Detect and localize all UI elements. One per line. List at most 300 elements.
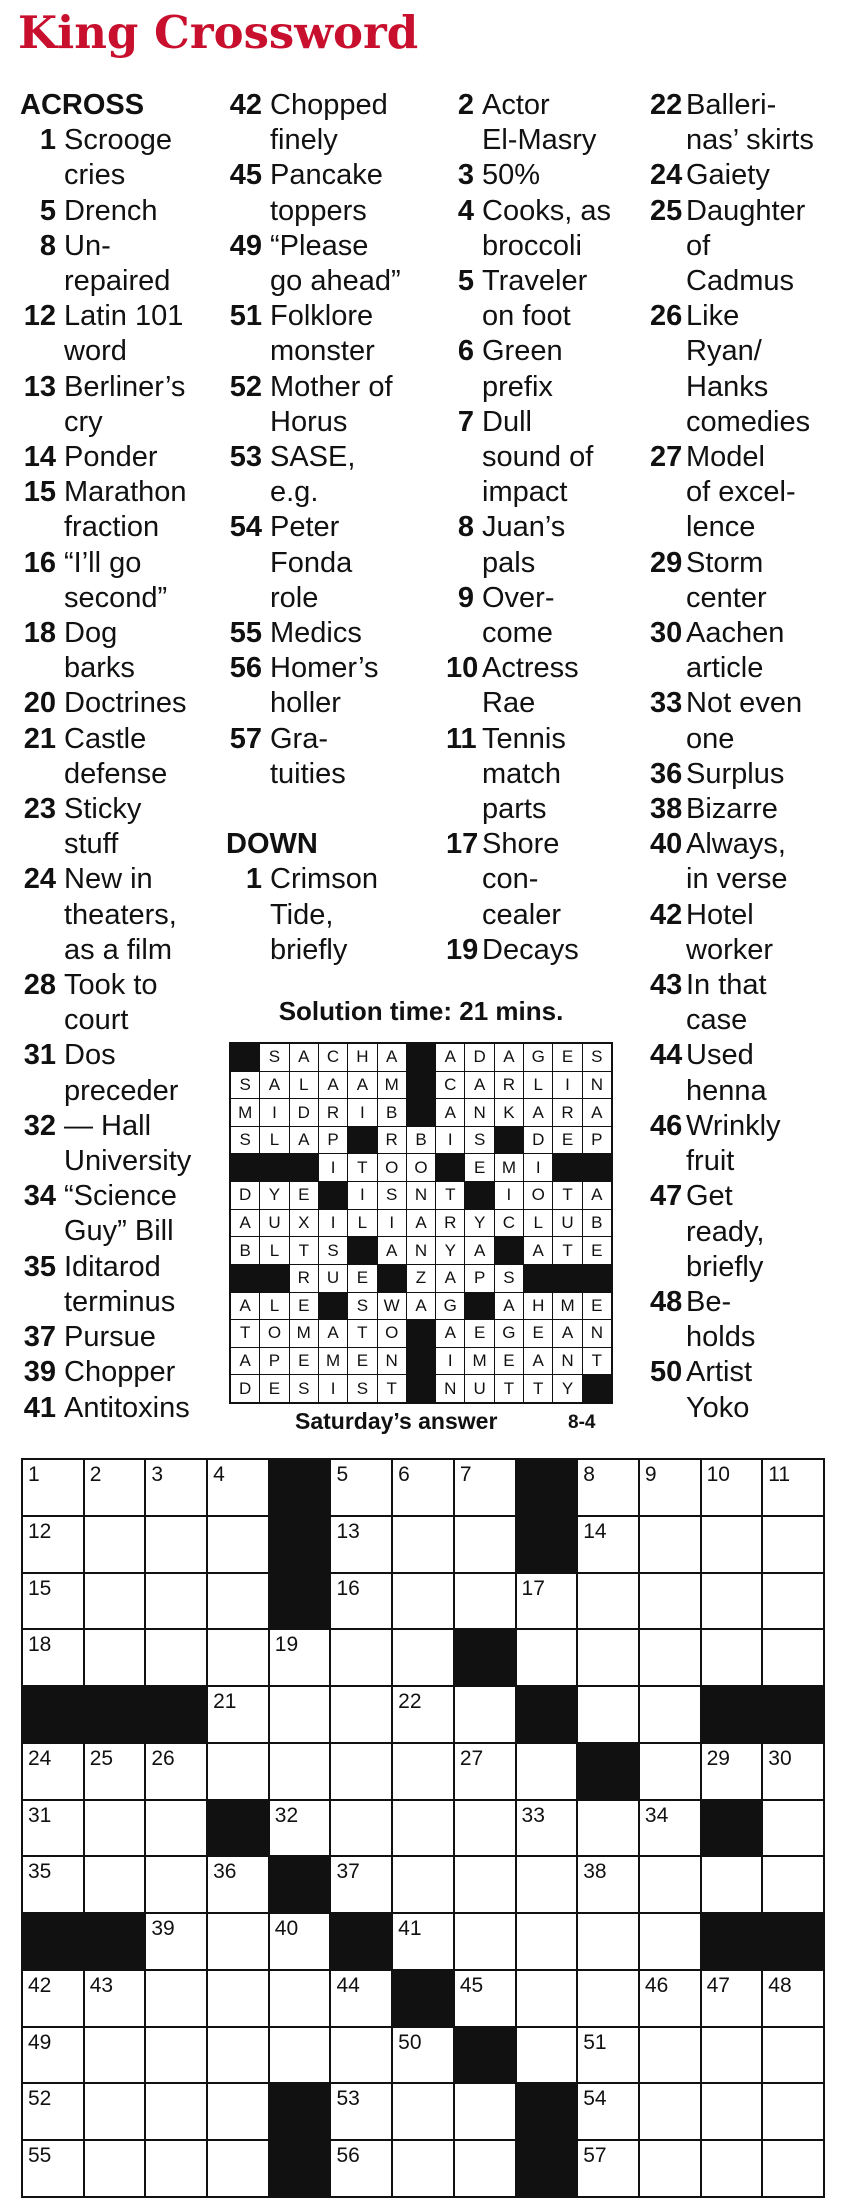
cell-number: 34 (644, 1803, 669, 1827)
grid-cell[interactable] (208, 1971, 268, 2026)
clue-text (270, 862, 446, 968)
grid-cell[interactable] (23, 1517, 83, 1572)
grid-cell[interactable] (640, 2028, 700, 2083)
grid-cell[interactable] (85, 1801, 145, 1856)
clue-line: Artist (686, 1356, 753, 1389)
grid-cell[interactable] (455, 1574, 515, 1629)
grid-cell[interactable] (702, 1460, 762, 1515)
grid-cell[interactable] (23, 1744, 83, 1799)
clue-line: Mother of (270, 370, 393, 403)
black-square (23, 1687, 83, 1742)
grid-cell[interactable] (146, 2028, 206, 2083)
grid-cell[interactable] (702, 2084, 762, 2139)
clue-line: Sticky (64, 793, 142, 826)
answer-letter: P (260, 1348, 288, 1375)
grid-cell[interactable] (85, 1744, 145, 1799)
clue-number: 8 (39, 229, 56, 262)
grid-cell[interactable] (702, 1517, 762, 1572)
answer-black-square (348, 1127, 376, 1154)
answer-letter: A (465, 1237, 493, 1264)
grid-cell[interactable] (517, 1801, 577, 1856)
clue-item (226, 616, 446, 651)
clue-number: 57 (229, 722, 262, 755)
grid-cell[interactable] (702, 1630, 762, 1685)
clue-item (446, 194, 646, 264)
grid-cell[interactable] (146, 1971, 206, 2026)
clue-line: parts (482, 793, 547, 826)
grid-cell[interactable] (578, 1630, 638, 1685)
grid-cell[interactable] (455, 2141, 515, 2196)
answer-letter: R (436, 1210, 464, 1237)
clue-text (64, 1391, 225, 1426)
grid-cell[interactable] (455, 2084, 515, 2139)
clue-line: Actor (482, 89, 550, 121)
grid-cell[interactable] (331, 1857, 391, 1912)
answer-letter: R (378, 1127, 406, 1154)
answer-letter: E (290, 1182, 318, 1209)
grid-cell[interactable] (578, 1460, 638, 1515)
clue-line: case (686, 1004, 748, 1037)
grid-cell[interactable] (331, 2141, 391, 2196)
cell-number: 36 (213, 1860, 237, 1884)
grid-cell[interactable] (270, 2028, 330, 2083)
clue-item (20, 722, 225, 792)
grid-cell[interactable] (517, 2028, 577, 2083)
answer-letter: A (553, 1320, 581, 1347)
answer-letter: A (495, 1044, 523, 1071)
clue-line: Decays (482, 933, 579, 966)
clue-number: 30 (650, 617, 683, 650)
clue-text (64, 546, 225, 616)
grid-cell[interactable] (517, 1971, 577, 2026)
grid-cell[interactable] (146, 1914, 206, 1969)
clue-item (20, 123, 225, 193)
cell-number: 27 (459, 1746, 484, 1770)
grid-cell[interactable] (23, 2141, 83, 2196)
clue-number: 17 (446, 828, 479, 861)
clue-line: holds (686, 1321, 756, 1354)
grid-cell[interactable] (270, 1971, 330, 2026)
grid-cell[interactable] (702, 2028, 762, 2083)
answer-letter: P (319, 1127, 347, 1154)
answer-letter: N (553, 1348, 581, 1375)
cell-number: 4 (213, 1463, 225, 1486)
grid-cell[interactable] (85, 2028, 145, 2083)
clue-item (20, 862, 225, 968)
grid-cell[interactable] (23, 1857, 83, 1912)
grid-cell[interactable] (517, 1914, 577, 1969)
clue-item (20, 1320, 225, 1355)
grid-cell[interactable] (517, 1857, 577, 1912)
grid-cell[interactable] (146, 1460, 206, 1515)
clue-text (686, 194, 845, 300)
grid-cell[interactable] (331, 1744, 391, 1799)
grid-cell[interactable] (146, 1801, 206, 1856)
answer-letter: O (378, 1320, 406, 1347)
answer-letter: M (231, 1099, 259, 1126)
grid-cell[interactable] (393, 2141, 453, 2196)
clue-text (270, 158, 446, 228)
answer-letter: C (495, 1210, 523, 1237)
grid-cell[interactable] (146, 2141, 206, 2196)
clue-line: cealer (482, 898, 561, 931)
grid-cell[interactable] (455, 1971, 515, 2026)
grid-cell[interactable] (702, 1971, 762, 2026)
grid-cell[interactable] (763, 1630, 823, 1685)
clue-item (226, 229, 446, 299)
grid-cell[interactable] (331, 1460, 391, 1515)
grid-cell[interactable] (578, 1914, 638, 1969)
grid-cell[interactable] (331, 1630, 391, 1685)
clue-number: 54 (229, 511, 262, 544)
grid-cell[interactable] (85, 1971, 145, 2026)
cell-number: 49 (28, 2030, 52, 2054)
answer-letter: I (436, 1348, 464, 1375)
grid-cell[interactable] (85, 1630, 145, 1685)
clue-number: 6 (457, 335, 474, 368)
clue-number: 21 (23, 722, 56, 755)
clue-number: 29 (650, 546, 683, 579)
grid-cell[interactable] (393, 2028, 453, 2083)
grid-cell[interactable] (578, 1971, 638, 2026)
grid-cell[interactable] (85, 1857, 145, 1912)
clue-line: impact (482, 476, 568, 509)
answer-letter: B (231, 1237, 259, 1264)
grid-cell[interactable] (331, 1801, 391, 1856)
grid-cell[interactable] (208, 2141, 268, 2196)
grid-cell[interactable] (393, 1857, 453, 1912)
clue-item (20, 546, 225, 616)
grid-cell[interactable] (208, 1517, 268, 1572)
answer-black-square (553, 1265, 581, 1292)
grid-cell[interactable] (578, 1857, 638, 1912)
clue-line: “Science (64, 1180, 177, 1213)
grid-cell[interactable] (578, 1801, 638, 1856)
clue-line: Crimson (270, 863, 378, 896)
clue-item (650, 968, 845, 1038)
clue-text (482, 158, 646, 193)
clue-column-3 (446, 88, 646, 968)
answer-letter: B (583, 1210, 611, 1237)
grid-cell[interactable] (455, 1744, 515, 1799)
grid-cell[interactable] (146, 1574, 206, 1629)
clue-item (650, 827, 845, 897)
grid-cell[interactable] (208, 1857, 268, 1912)
grid-cell[interactable] (455, 1517, 515, 1572)
grid-cell[interactable] (270, 1630, 330, 1685)
clue-line: Tennis (482, 722, 566, 755)
grid-cell[interactable] (393, 1460, 453, 1515)
answer-letter: Y (553, 1375, 581, 1402)
grid-cell[interactable] (640, 1801, 700, 1856)
clue-text (64, 1038, 225, 1108)
answer-letter: I (378, 1210, 406, 1237)
clue-line: in verse (686, 863, 788, 896)
grid-cell[interactable] (331, 2084, 391, 2139)
grid-cell[interactable] (763, 2141, 823, 2196)
grid-cell[interactable] (270, 1687, 330, 1742)
grid-cell[interactable] (393, 1687, 453, 1742)
clue-item (446, 827, 646, 933)
answer-letter: A (260, 1072, 288, 1099)
clue-text (686, 1038, 845, 1108)
black-square (455, 2028, 515, 2083)
grid-cell[interactable] (702, 2141, 762, 2196)
answer-letter: A (407, 1210, 435, 1237)
grid-cell[interactable] (208, 2084, 268, 2139)
clue-line: — Hall (64, 1109, 152, 1142)
grid-cell[interactable] (640, 2084, 700, 2139)
grid-cell[interactable] (702, 1744, 762, 1799)
clue-item (226, 88, 446, 158)
answer-letter: C (436, 1072, 464, 1099)
clue-item (446, 405, 646, 511)
grid-cell[interactable] (331, 1687, 391, 1742)
grid-cell[interactable] (23, 1574, 83, 1629)
grid-cell[interactable] (640, 1914, 700, 1969)
grid-cell[interactable] (331, 1971, 391, 2026)
grid-cell[interactable] (208, 1914, 268, 1969)
answer-letter: T (348, 1154, 376, 1181)
clue-line: Over- (482, 581, 555, 614)
answer-letter: A (319, 1072, 347, 1099)
grid-cell[interactable] (640, 2141, 700, 2196)
grid-cell[interactable] (85, 1574, 145, 1629)
clue-line: Cooks, as (482, 194, 611, 227)
black-square (517, 1517, 577, 1572)
grid-cell[interactable] (640, 1971, 700, 2026)
cell-number: 12 (28, 1519, 52, 1543)
grid-cell[interactable] (763, 1460, 823, 1515)
answer-letter: L (260, 1237, 288, 1264)
clue-line: word (64, 335, 127, 368)
clue-item (650, 158, 845, 193)
answer-black-square (260, 1154, 288, 1181)
grid-cell[interactable] (578, 1517, 638, 1572)
clue-number: 36 (650, 757, 683, 790)
clue-item (20, 1109, 225, 1179)
clue-text (482, 933, 646, 968)
clue-line: Cadmus (686, 265, 794, 298)
answer-letter: E (495, 1348, 523, 1375)
grid-cell[interactable] (331, 2028, 391, 2083)
clue-line: “Please (270, 229, 369, 262)
grid-cell[interactable] (578, 1574, 638, 1629)
grid-cell[interactable] (455, 1687, 515, 1742)
grid-cell[interactable] (208, 2028, 268, 2083)
grid-cell[interactable] (393, 1630, 453, 1685)
clue-item (650, 792, 845, 827)
clue-number: 28 (23, 969, 56, 1002)
clue-item (20, 440, 225, 475)
grid-cell[interactable] (455, 1460, 515, 1515)
answer-letter: L (260, 1293, 288, 1320)
clue-text (270, 722, 446, 792)
grid-cell[interactable] (640, 1630, 700, 1685)
grid-cell[interactable] (517, 1630, 577, 1685)
grid-cell[interactable] (23, 2028, 83, 2083)
clue-text (686, 827, 845, 897)
grid-cell[interactable] (763, 1801, 823, 1856)
grid-cell[interactable] (455, 1914, 515, 1969)
grid-cell[interactable] (517, 1744, 577, 1799)
grid-cell[interactable] (23, 1460, 83, 1515)
answer-letter: E (583, 1237, 611, 1264)
clue-number: 27 (650, 441, 683, 474)
grid-cell[interactable] (763, 1857, 823, 1912)
clue-text (270, 88, 446, 158)
grid-cell[interactable] (23, 1801, 83, 1856)
grid-cell[interactable] (640, 1574, 700, 1629)
black-square (517, 2084, 577, 2139)
clue-item (446, 88, 646, 158)
clue-item (20, 229, 225, 299)
grid-cell[interactable] (208, 1460, 268, 1515)
clue-line: article (686, 652, 764, 685)
cell-number: 1 (28, 1463, 40, 1486)
grid-cell[interactable] (146, 1857, 206, 1912)
clue-item (650, 757, 845, 792)
grid-cell[interactable] (640, 1744, 700, 1799)
grid-cell[interactable] (640, 1687, 700, 1742)
clue-line: Horus (270, 405, 348, 438)
grid-cell[interactable] (640, 1460, 700, 1515)
clue-text (64, 229, 225, 299)
black-square (393, 1971, 453, 2026)
black-square (146, 1687, 206, 1742)
grid-cell[interactable] (208, 1744, 268, 1799)
grid-cell[interactable] (208, 1630, 268, 1685)
clue-text (482, 581, 646, 651)
clue-line: Latin 101 (64, 300, 184, 333)
grid-cell[interactable] (578, 2141, 638, 2196)
grid-cell[interactable] (146, 1744, 206, 1799)
answer-black-square (290, 1154, 318, 1181)
answer-letter: S (348, 1375, 376, 1402)
clue-text (686, 686, 845, 756)
clue-item (446, 581, 646, 651)
grid-cell[interactable] (393, 1744, 453, 1799)
grid-cell[interactable] (702, 1857, 762, 1912)
cell-number: 6 (398, 1463, 410, 1486)
answer-letter: T (436, 1182, 464, 1209)
grid-cell[interactable] (208, 1687, 268, 1742)
grid-cell[interactable] (578, 2028, 638, 2083)
grid-cell[interactable] (393, 1517, 453, 1572)
answer-black-square (495, 1237, 523, 1264)
answer-letter: I (319, 1375, 347, 1402)
answer-letter: A (583, 1182, 611, 1209)
clue-text (64, 194, 225, 229)
grid-cell[interactable] (85, 2084, 145, 2139)
grid-cell[interactable] (146, 1517, 206, 1572)
grid-cell[interactable] (393, 1914, 453, 1969)
grid-cell[interactable] (455, 1801, 515, 1856)
grid-cell[interactable] (146, 1630, 206, 1685)
answer-letter: Z (407, 1265, 435, 1292)
answer-letter: M (319, 1348, 347, 1375)
answer-letter: E (290, 1348, 318, 1375)
clue-line: Like (686, 300, 740, 333)
grid-cell[interactable] (578, 2084, 638, 2139)
grid-cell[interactable] (23, 1971, 83, 2026)
clue-line: Daughter (686, 194, 806, 227)
grid-cell[interactable] (763, 2028, 823, 2083)
answer-letter: N (407, 1237, 435, 1264)
clue-text (270, 370, 446, 440)
grid-cell[interactable] (146, 2084, 206, 2139)
grid-cell[interactable] (455, 1857, 515, 1912)
grid-cell[interactable] (270, 1914, 330, 1969)
clue-text (64, 862, 225, 968)
answer-letter: G (495, 1320, 523, 1347)
grid-cell[interactable] (393, 2084, 453, 2139)
cell-number: 3 (151, 1463, 164, 1486)
grid-cell[interactable] (517, 1574, 577, 1629)
clue-text (686, 1109, 845, 1179)
clue-line: Bizarre (686, 793, 778, 826)
grid-cell[interactable] (270, 1801, 330, 1856)
answer-black-square (407, 1320, 435, 1347)
cell-number: 2 (89, 1463, 102, 1486)
cell-number: 29 (706, 1746, 730, 1770)
grid-cell[interactable] (763, 2084, 823, 2139)
clue-number: 31 (23, 1039, 56, 1072)
grid-cell[interactable] (23, 1630, 83, 1685)
answer-letter: R (495, 1072, 523, 1099)
clue-number: 40 (650, 828, 683, 861)
clue-text (270, 651, 446, 721)
grid-cell[interactable] (393, 1801, 453, 1856)
grid-cell[interactable] (270, 1744, 330, 1799)
answer-letter: H (348, 1044, 376, 1071)
grid-cell[interactable] (85, 1517, 145, 1572)
clue-line: New in (64, 863, 153, 896)
clue-number: 51 (229, 300, 262, 333)
clue-number: 11 (446, 722, 477, 755)
grid-cell[interactable] (763, 1517, 823, 1572)
grid-cell[interactable] (23, 2084, 83, 2139)
grid-cell[interactable] (331, 1574, 391, 1629)
answer-letter: N (583, 1072, 611, 1099)
answer-letter: A (524, 1237, 552, 1264)
clue-text (64, 475, 225, 545)
black-square (578, 1744, 638, 1799)
grid-cell[interactable] (763, 1971, 823, 2026)
grid-cell[interactable] (85, 1460, 145, 1515)
cell-number: 16 (336, 1576, 360, 1600)
clue-line: Doctrines (64, 687, 187, 720)
grid-cell[interactable] (331, 1517, 391, 1572)
clue-line: role (270, 581, 319, 614)
grid-cell[interactable] (85, 2141, 145, 2196)
answer-letter: A (524, 1348, 552, 1375)
grid-cell[interactable] (763, 1744, 823, 1799)
clue-line: sound of (482, 441, 594, 474)
grid-cell[interactable] (763, 1574, 823, 1629)
clue-text (482, 510, 646, 580)
grid-cell[interactable] (578, 1687, 638, 1742)
clue-item (446, 158, 646, 193)
grid-cell[interactable] (640, 1857, 700, 1912)
clue-text (270, 510, 446, 616)
answer-letter: E (583, 1293, 611, 1320)
answer-letter: N (436, 1375, 464, 1402)
grid-cell[interactable] (640, 1517, 700, 1572)
grid-cell[interactable] (393, 1574, 453, 1629)
grid-cell[interactable] (702, 1574, 762, 1629)
grid-cell[interactable] (208, 1574, 268, 1629)
